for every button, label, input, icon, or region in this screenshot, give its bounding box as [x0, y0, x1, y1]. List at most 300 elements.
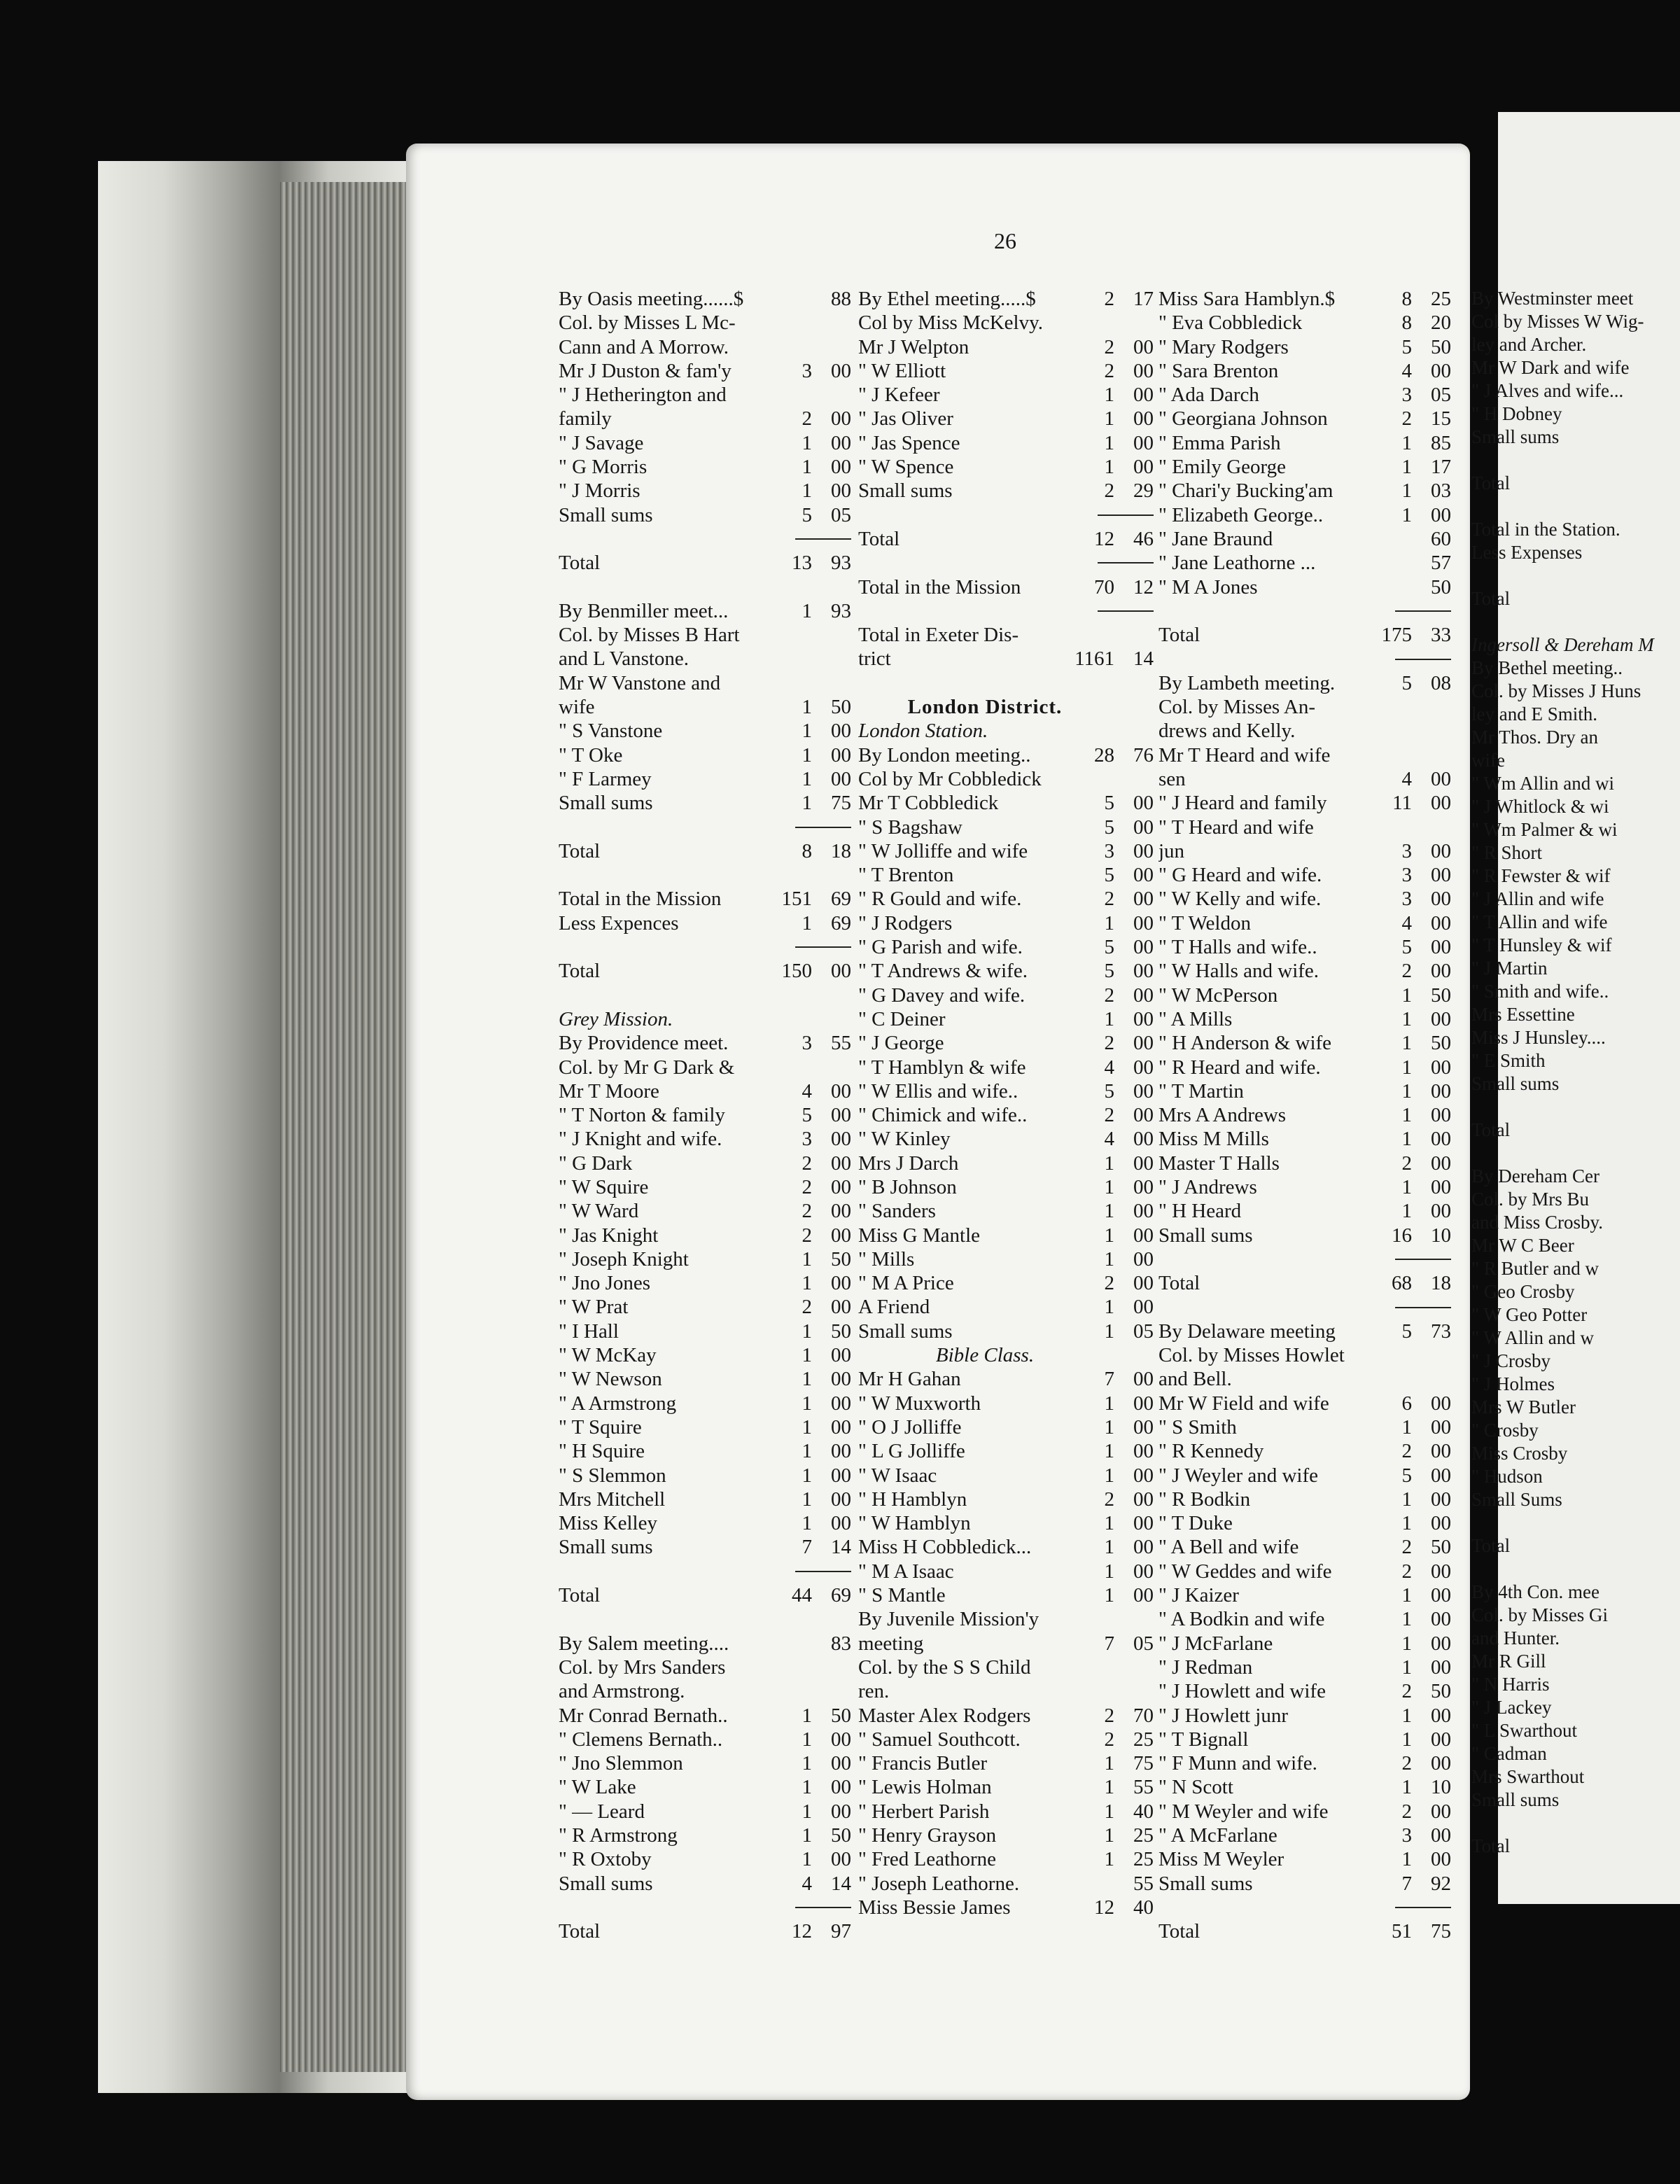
- amount-cents: 08: [1431, 671, 1451, 694]
- ledger-row: [858, 767, 1154, 791]
- ledger-row: [858, 1199, 1154, 1223]
- entry-label: By Benmiller meet...: [559, 599, 729, 622]
- entry-label: Miss Sara Hamblyn.$: [1158, 288, 1336, 310]
- amount-cents: 00: [1133, 1560, 1154, 1583]
- ledger-row: [559, 455, 851, 479]
- entry-label: " B Johnson: [858, 1175, 957, 1198]
- entry-label: Small sums: [1158, 1224, 1253, 1247]
- ledger-row: [1158, 1464, 1451, 1488]
- entry-label: " H Anderson & wife: [1158, 1032, 1332, 1055]
- amount-cents: 00: [1133, 407, 1154, 430]
- rule-line: [1098, 514, 1154, 516]
- ledger-row: [1158, 1632, 1451, 1656]
- amount-cents: 50: [831, 1320, 851, 1343]
- amount-cents: 50: [1431, 575, 1451, 598]
- ledger-row: [1471, 1465, 1680, 1488]
- amount-cents: 00: [831, 1728, 851, 1751]
- ledger-row: [1158, 1056, 1451, 1079]
- ledger-row: [1158, 311, 1451, 335]
- ledger-row: [858, 1007, 1154, 1031]
- entry-label: Master T Halls: [1158, 1152, 1280, 1175]
- entry-label: " J George: [858, 1032, 944, 1055]
- ledger-row: [559, 1175, 851, 1199]
- ledger-row: [1471, 1072, 1680, 1096]
- amount-dollars: 8: [802, 839, 812, 862]
- amount-dollars: 8: [1401, 288, 1412, 310]
- amount-cents: 00: [1133, 839, 1154, 862]
- entry-label: By London meeting..: [858, 743, 1031, 766]
- page-edges: [280, 182, 406, 2072]
- entry-label: " H Heard: [1158, 1200, 1242, 1223]
- ledger-row: [1471, 379, 1680, 402]
- amount-dollars: 1: [1104, 384, 1114, 407]
- entry-label: and Bell.: [1158, 1368, 1232, 1391]
- entry-label: " Eva Cobbledick: [1158, 312, 1303, 335]
- ledger-row: [1471, 911, 1680, 934]
- entry-label: Col. by the S S Child: [858, 1656, 1031, 1679]
- ledger-row: [858, 1415, 1154, 1439]
- amount-cents: 00: [831, 1464, 851, 1487]
- amount-cents: 00: [1431, 1800, 1451, 1823]
- ledger-row: [1471, 541, 1680, 564]
- ledger-row: [1158, 1127, 1451, 1151]
- amount-cents: 00: [1431, 1200, 1451, 1223]
- amount-dollars: 5: [1401, 1464, 1412, 1487]
- ledger-row: [559, 1464, 851, 1488]
- ledger-row: [858, 1056, 1154, 1079]
- amount-dollars: 1: [802, 1776, 812, 1799]
- entry-label: " Henry Grayson: [858, 1824, 997, 1847]
- ledger-row: [858, 1823, 1154, 1847]
- amount-cents: 00: [1133, 1272, 1154, 1295]
- entry-label: " R Oxtoby: [559, 1848, 652, 1871]
- total-rule: [559, 1896, 851, 1919]
- entry-label: " T Hunsley & wif: [1471, 934, 1612, 955]
- amount-cents: 00: [831, 1392, 851, 1415]
- entry-label: Bible Class.: [935, 1344, 1035, 1367]
- ledger-row: [1158, 1103, 1451, 1127]
- ledger-row: [858, 887, 1154, 911]
- entry-label: " Georgiana Johnson: [1158, 407, 1328, 430]
- ledger-row: [559, 1199, 851, 1223]
- ledger-row: [858, 359, 1154, 383]
- entry-label: " F Munn and wife.: [1158, 1752, 1317, 1775]
- ledger-row: [559, 1511, 851, 1535]
- amount-dollars: 4: [1401, 359, 1412, 382]
- ledger-row: [1471, 1511, 1680, 1534]
- entry-label: Col. by Mr G Dark &: [559, 1056, 735, 1079]
- entry-label: By Lambeth meeting.: [1158, 671, 1336, 694]
- amount-dollars: 1: [802, 696, 812, 719]
- amount-dollars: 1: [1104, 1200, 1114, 1223]
- amount-dollars: 1: [1401, 431, 1412, 454]
- ledger-row: [1158, 911, 1451, 935]
- amount-dollars: 1: [1401, 1584, 1412, 1607]
- entry-label: Col. by Misses Gi: [1471, 1604, 1609, 1625]
- ledger-row: [1158, 1679, 1451, 1703]
- amount-dollars: 1: [1401, 1512, 1412, 1535]
- ledger-row: [1158, 863, 1451, 887]
- entry-label: " Fred Leathorne: [858, 1848, 997, 1871]
- entry-label: " J Kaizer: [1158, 1584, 1239, 1607]
- amount-cents: 46: [1133, 527, 1154, 550]
- amount-dollars: 1: [1401, 1848, 1412, 1871]
- entry-label: By Ethel meeting.....$: [858, 288, 1036, 310]
- entry-label: " W Geo Potter: [1471, 1304, 1588, 1325]
- amount-dollars: 1: [802, 1272, 812, 1295]
- entry-label: Mr W Field and wife: [1158, 1392, 1329, 1415]
- amount-cents: 50: [831, 1824, 851, 1847]
- amount-dollars: 1: [802, 1512, 812, 1535]
- ledger-row: [559, 431, 851, 455]
- ledger-row: [858, 1367, 1154, 1391]
- entry-label: " J Rodgers: [858, 911, 953, 934]
- amount-cents: 00: [1133, 1392, 1154, 1415]
- amount-dollars: 1: [1104, 1392, 1114, 1415]
- ledger-row: [858, 1152, 1154, 1175]
- ledger-row: [559, 1823, 851, 1847]
- ledger-row: [1158, 455, 1451, 479]
- amount-dollars: 1: [802, 1728, 812, 1751]
- ledger-row: [559, 983, 851, 1007]
- ledger-row: [858, 1728, 1154, 1751]
- amount-cents: 33: [1431, 624, 1451, 647]
- total-rule: [559, 935, 851, 959]
- rule-line: [795, 1907, 851, 1908]
- entry-label: " J McFarlane: [1158, 1632, 1273, 1655]
- rule-line: [795, 946, 851, 948]
- entry-label: Total: [858, 527, 900, 550]
- ledger-row: [858, 1079, 1154, 1103]
- amount-cents: 05: [1133, 1320, 1154, 1343]
- amount-dollars: 1: [802, 1247, 812, 1270]
- amount-cents: 00: [1431, 864, 1451, 887]
- ledger-row: [858, 455, 1154, 479]
- amount-dollars: 1: [1104, 1512, 1114, 1535]
- amount-cents: 88: [831, 288, 851, 310]
- ledger-row: [858, 1632, 1154, 1656]
- amount-cents: 00: [1431, 1512, 1451, 1535]
- entry-label: " Herbert Parish: [858, 1800, 990, 1823]
- rule-line: [795, 538, 851, 540]
- ledger-row: [1471, 402, 1680, 426]
- ledger-row: [1158, 1392, 1451, 1415]
- amount-dollars: 1: [1401, 503, 1412, 526]
- ledger-row: [1158, 1775, 1451, 1799]
- ledger-row: [559, 311, 851, 335]
- ledger-row: [1471, 518, 1680, 541]
- amount-cents: 00: [831, 1079, 851, 1102]
- entry-label: and Hunter.: [1471, 1628, 1560, 1648]
- entry-label: " J Martin: [1471, 958, 1548, 979]
- ledger-row: [858, 1320, 1154, 1343]
- amount-cents: 25: [1133, 1728, 1154, 1751]
- entry-label: Small sums: [858, 479, 953, 503]
- amount-cents: 00: [1133, 983, 1154, 1007]
- ledger-row: [559, 959, 851, 983]
- entry-label: " T Oke: [559, 743, 623, 766]
- amount-dollars: 28: [1094, 743, 1114, 766]
- amount-dollars: 7: [1104, 1368, 1114, 1391]
- amount-cents: 93: [831, 599, 851, 622]
- amount-cents: 00: [1431, 888, 1451, 911]
- amount-cents: 00: [1431, 911, 1451, 934]
- amount-dollars: 2: [802, 407, 812, 430]
- entry-label: " Sara Brenton: [1158, 359, 1279, 382]
- ledger-row: [1471, 1096, 1680, 1119]
- amount-dollars: 1: [1104, 911, 1114, 934]
- ledger-row: [858, 671, 1154, 695]
- entry-label: " Emily George: [1158, 456, 1287, 479]
- entry-label: Mr T Moore: [559, 1079, 659, 1102]
- rule-line: [1395, 1307, 1451, 1308]
- amount-dollars: 2: [802, 1152, 812, 1175]
- amount-dollars: 1: [1104, 456, 1114, 479]
- ledger-row: [1471, 1719, 1680, 1742]
- amount-dollars: 5: [1104, 960, 1114, 983]
- amount-dollars: 7: [1401, 1872, 1412, 1895]
- entry-label: Small sums: [1471, 1073, 1560, 1094]
- ledger-row: [559, 863, 851, 887]
- entry-label: Small sums: [1471, 426, 1560, 447]
- amount-dollars: 5: [1104, 1079, 1114, 1102]
- entry-label: Total: [1471, 472, 1511, 493]
- amount-cents: 00: [831, 479, 851, 503]
- entry-label: " T Duke: [1158, 1512, 1233, 1535]
- amount-cents: 00: [831, 456, 851, 479]
- entry-label: " W Geddes and wife: [1158, 1560, 1332, 1583]
- ledger-row: [559, 671, 851, 695]
- entry-label: Total in the Station.: [1471, 519, 1620, 540]
- entry-label: " W Spence: [858, 456, 954, 479]
- entry-label: Mr J Duston & fam'y: [559, 359, 732, 382]
- ledger-row: [1158, 335, 1451, 359]
- amount-dollars: 6: [1401, 1392, 1412, 1415]
- entry-label: London District.: [907, 696, 1063, 719]
- amount-cents: 00: [1133, 359, 1154, 382]
- entry-label: Col. by Misses Howlet: [1158, 1344, 1345, 1367]
- entry-label: " Ada Darch: [1158, 384, 1259, 407]
- amount-dollars: 1: [1104, 1296, 1114, 1319]
- entry-label: " Wm Palmer & wi: [1471, 819, 1618, 840]
- entry-label: " T Martin: [1158, 1079, 1244, 1102]
- ledger-row: [559, 743, 851, 767]
- entry-label: Miss H Cobbledick...: [858, 1536, 1032, 1559]
- amount-dollars: 1: [1401, 1104, 1412, 1127]
- ledger-row: [858, 1800, 1154, 1823]
- ledger-row: [1471, 1650, 1680, 1673]
- entry-label: " R Armstrong: [559, 1824, 678, 1847]
- rule-line: [1098, 562, 1154, 564]
- amount-cents: 00: [1133, 1368, 1154, 1391]
- amount-cents: 92: [1431, 1872, 1451, 1895]
- amount-cents: 00: [1133, 1440, 1154, 1463]
- ledger-row: [1158, 719, 1451, 743]
- entry-label: Mr Conrad Bernath..: [559, 1704, 728, 1727]
- amount-dollars: 4: [802, 1872, 812, 1895]
- amount-cents: 50: [831, 696, 851, 719]
- ledger-row: [559, 1367, 851, 1391]
- ledger-row: [1471, 610, 1680, 634]
- ledger-row: [1471, 287, 1680, 310]
- entry-label: " J Hetherington and: [559, 384, 727, 407]
- amount-cents: 00: [831, 431, 851, 454]
- amount-cents: 00: [831, 1224, 851, 1247]
- amount-cents: 17: [1133, 288, 1154, 310]
- amount-dollars: 1: [1401, 1175, 1412, 1198]
- ledger-row: [1158, 816, 1451, 839]
- ledger-row: [559, 1392, 851, 1415]
- amount-cents: 00: [831, 1776, 851, 1799]
- ledger-row: [559, 1632, 851, 1656]
- entry-label: " Crosby: [1471, 1420, 1539, 1441]
- entry-label: " R Gould and wife.: [858, 888, 1022, 911]
- page-number: 26: [994, 228, 1016, 253]
- entry-label: " Emma Parish: [1158, 431, 1281, 454]
- entry-label: " Jno Slemmon: [559, 1752, 683, 1775]
- entry-label: " T Heard and wife: [1158, 816, 1314, 839]
- amount-cents: 00: [1133, 1007, 1154, 1030]
- amount-cents: 50: [831, 1247, 851, 1270]
- ledger-row: [559, 551, 851, 575]
- ledger-row: [858, 335, 1154, 359]
- ledger-row: [858, 1247, 1154, 1271]
- amount-cents: 00: [1431, 1175, 1451, 1198]
- amount-cents: 70: [1133, 1704, 1154, 1727]
- ledger-row: [858, 575, 1154, 599]
- amount-dollars: 3: [1401, 384, 1412, 407]
- amount-cents: 55: [831, 1032, 851, 1055]
- amount-cents: 00: [831, 743, 851, 766]
- amount-dollars: 3: [802, 359, 812, 382]
- ledger-row: [559, 1728, 851, 1751]
- amount-cents: 25: [1431, 288, 1451, 310]
- amount-dollars: 11: [1392, 792, 1412, 815]
- amount-dollars: 2: [1401, 1800, 1412, 1823]
- amount-dollars: 51: [1392, 1920, 1412, 1943]
- amount-cents: 75: [831, 792, 851, 815]
- amount-cents: 75: [1133, 1752, 1154, 1775]
- entry-label: Small sums: [858, 1320, 953, 1343]
- ledger-row: [1471, 934, 1680, 957]
- entry-label: Total: [1471, 588, 1511, 609]
- amount-cents: 00: [831, 1512, 851, 1535]
- ledger-row: [1471, 1049, 1680, 1072]
- ledger-row: [1158, 983, 1451, 1007]
- amount-cents: 00: [1133, 911, 1154, 934]
- ledger-row: [559, 1800, 851, 1823]
- ledger-row: [858, 431, 1154, 455]
- amount-cents: 00: [1133, 1224, 1154, 1247]
- amount-dollars: 1: [1104, 431, 1114, 454]
- ledger-row: [858, 959, 1154, 983]
- ledger-row: [1471, 1442, 1680, 1465]
- ledger-row: [559, 791, 851, 815]
- entry-label: " H Squire: [559, 1440, 645, 1463]
- entry-label: By 4th Con. mee: [1471, 1581, 1600, 1602]
- ledger-row: [559, 1704, 851, 1728]
- amount-cents: 14: [831, 1872, 851, 1895]
- ledger-row: [1471, 1350, 1680, 1373]
- amount-cents: 05: [1133, 1632, 1154, 1655]
- amount-dollars: 4: [1401, 911, 1412, 934]
- amount-cents: 93: [831, 552, 851, 575]
- amount-dollars: 7: [1104, 1632, 1114, 1655]
- column-2: [858, 287, 1154, 1919]
- amount-cents: 75: [1431, 1920, 1451, 1943]
- amount-dollars: 70: [1094, 575, 1114, 598]
- ledger-row: [1471, 1003, 1680, 1026]
- amount-dollars: 2: [1401, 1752, 1412, 1775]
- entry-label: Col by Misses W Wig-: [1471, 311, 1644, 332]
- entry-label: " S Slemmon: [559, 1464, 666, 1487]
- amount-cents: 17: [1431, 456, 1451, 479]
- amount-dollars: 2: [802, 1200, 812, 1223]
- amount-cents: 03: [1431, 479, 1451, 503]
- entry-label: " G Davey and wife.: [858, 983, 1026, 1007]
- amount-dollars: 1: [1104, 1415, 1114, 1438]
- ledger-row: [1471, 1558, 1680, 1581]
- ledger-row: [1158, 839, 1451, 863]
- ledger-row: [858, 1656, 1154, 1679]
- amount-cents: 00: [831, 960, 851, 983]
- ledger-row: [1158, 1152, 1451, 1175]
- amount-dollars: 1: [802, 1368, 812, 1391]
- amount-dollars: 3: [1401, 888, 1412, 911]
- ledger-row: [1471, 680, 1680, 703]
- ledger-row: [1158, 1320, 1451, 1343]
- amount-dollars: 2: [802, 1224, 812, 1247]
- ledger-row: [559, 503, 851, 527]
- entry-label: Total: [559, 839, 601, 862]
- amount-cents: 00: [1133, 335, 1154, 358]
- entry-label: " A Bell and wife: [1158, 1536, 1299, 1559]
- amount-dollars: 1: [1401, 1128, 1412, 1151]
- ledger-row: [559, 647, 851, 671]
- ledger-row: [858, 1896, 1154, 1919]
- ledger-row: [1158, 1823, 1451, 1847]
- amount-cents: 18: [1431, 1272, 1451, 1295]
- amount-cents: 00: [1431, 1656, 1451, 1679]
- entry-label: Miss J Hunsley....: [1471, 1027, 1606, 1048]
- total-rule: [1158, 1896, 1451, 1919]
- amount-dollars: 1: [802, 1704, 812, 1727]
- ledger-row: [1471, 1765, 1680, 1788]
- entry-label: Col by Mr Cobbledick: [858, 767, 1042, 790]
- ledger-row: [1471, 957, 1680, 980]
- ledger-row: [858, 479, 1154, 503]
- ledger-row: [858, 1607, 1154, 1631]
- amount-dollars: 5: [1104, 816, 1114, 839]
- entry-label: " M Weyler and wife: [1158, 1800, 1329, 1823]
- entry-label: " F Larmey: [559, 767, 652, 790]
- amount-dollars: 5: [802, 503, 812, 526]
- entry-label: Mrs A Andrews: [1158, 1104, 1287, 1127]
- entry-label: trict: [858, 648, 891, 671]
- ledger-row: [1158, 527, 1451, 551]
- ledger-row: [1471, 980, 1680, 1003]
- ledger-row: [1471, 1488, 1680, 1511]
- entry-label: " W Ward: [559, 1200, 639, 1223]
- ledger-row: [1471, 495, 1680, 518]
- entry-label: " E Smith: [1471, 1050, 1546, 1071]
- ledger-row: [858, 1872, 1154, 1896]
- amount-dollars: 1: [802, 720, 812, 743]
- ledger-row: [1158, 1175, 1451, 1199]
- amount-cents: 00: [1431, 1104, 1451, 1127]
- ledger-row: [1158, 935, 1451, 959]
- ledger-row: [1158, 887, 1451, 911]
